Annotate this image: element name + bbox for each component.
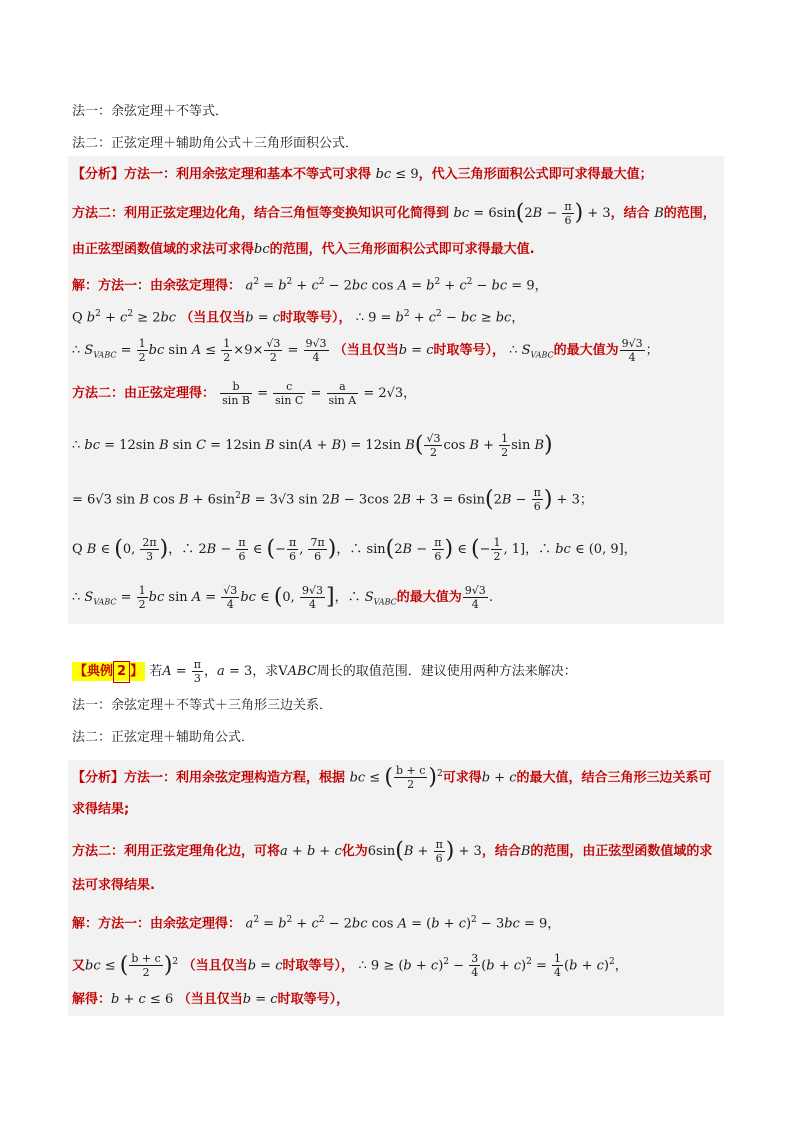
solution-2-line-1: 解：方法一：由余弦定理得： $a^2 = b^2 + c^2 - 2bc$ $\cos A = (b + c)^2 - 3bc = 9$，: [72, 915, 561, 932]
analysis-2-line-1: 【分析】方法一：利用余弦定理构造方程，根据 bc ≤ ( $\frac{b + c}{2}$ )$^2$可求得b + c的最大值，结合三角形三边关系可: [72, 764, 712, 792]
analysis-2-line-4: 法可求得结果.: [72, 878, 155, 893]
example-tag: 【典例 2 】: [72, 662, 145, 681]
analysis-line-1: 【分析】方法一：利用余弦定理和基本不等式可求得 bc ≤ 9，代入三角形面积公式即可求得最大值；: [72, 167, 653, 182]
analysis-line-3: 由正弦型函数值域的求法可求得bc的范围，代入三角形面积公式即可求得最大值.: [72, 242, 535, 257]
analysis-line-2: 方法二：利用正弦定理边化角，结合三角恒等变换知识可化简得到 bc = 6sin(2B − $\frac{\pi}{6}$ ) + 3，结合 B的范围，: [72, 200, 716, 227]
solution-1-line-4: 方法二：由正弦定理得： $\frac{b}{\text{sin B}}$ = $\frac{c}{\text{sin C}}$ = $\frac{a}{\text{sin A}}$ = 2√3，: [72, 380, 417, 407]
analysis-2-line-3: 方法二：利用正弦定理角化边，可将a + b + c化为6sin(B + $\frac{\pi}{6}$ ) + 3，结合B的范围，由正弦型函数值域的求: [72, 838, 713, 865]
example-2-method-2: 法二：正弦定理＋辅助角公式．: [72, 730, 255, 745]
solution-1-line-3: ∴ $S_{VABC}$ = $\frac{1}{2}$ bc sin A ≤ $\frac{1}{2}$ ×9× $\frac{√3}{2}$ = $\frac{9√3}{4}$ （当且仅当b = c时取等号）， ∴ $S_{VABC}$的最大值为 $\frac{9√3}{4}$ ；: [72, 337, 659, 364]
solution-1-line-8: ∴ $S_{VABC}$ = $\frac{1}{2}$ bc sin A = $\frac{√3}{4}$ bc ∈ (0, $\frac{9√3}{4}$ ]，∴ $S_{VABC}$的最大值为 $\frac{9√3}{4}$ .: [72, 584, 493, 611]
solution-1-line-2: Q $b^2 + c^2 \ge 2bc$ （当且仅当b = c时取等号）， ∴ $9 = b^2 + c^2$ − bc ≥ bc，: [72, 309, 525, 326]
method-1: 法一：余弦定理＋不等式．: [72, 104, 229, 119]
solution-2-line-2: 又bc ≤ ( $\frac{b + c}{2}$ )$^2$ （当且仅当b = c时取等号）， ∴ $9 \ge (b + c)^2$ − $\frac{3}{4}$ $(b + c)^2$ = $\frac{1}{4}$ $(b + c)^2$，: [72, 952, 628, 980]
solution-2-line-3: 解得：b + c ≤ 6 （当且仅当b = c时取等号），: [72, 992, 350, 1007]
example-2-title: 【典例 2 】 若A = $\frac{\pi}{3}$ ，a = 3，求VABC周长的取值范围．建议使用两种方法来解决：: [74, 658, 577, 685]
solution-1-line-7: Q B ∈ (0, $\frac{2\pi}{3}$ )，∴ 2B − $\frac{\pi}{6}$ ∈ (− $\frac{\pi}{6}$ , $\frac{7\pi}{6}$ )，∴ sin(2B − $\frac{\pi}{6}$ ) ∈ (− $\frac{1}{2}$ , 1]，∴ bc ∈ (0, 9]，: [72, 536, 637, 563]
analysis-2-line-2: 求得结果;: [72, 802, 130, 817]
solution-1-line-1: 解：方法一：由余弦定理得： $a^2 = b^2 + c^2 - 2bc$ $\cos A = b^2 + c^2$ − bc = 9，: [72, 277, 548, 294]
solution-1-line-6: = 6√3 sin B $\cos B + 6\sin^2B = 3√3$ sin 2B − 3cos 2B + 3 = 6sin(2B − $\frac{\pi}{6}$ ) + 3；: [72, 486, 593, 514]
solution-1-line-5: ∴ bc = 12sin B sin C = 12sin B sin(A + B) = 12sin B( $\frac{√3}{2}$ cos B + $\frac{1}{2}$ sin B): [72, 432, 553, 459]
method-2: 法二：正弦定理＋辅助角公式＋三角形面积公式．: [72, 136, 359, 151]
example-2-method-1: 法一：余弦定理＋不等式＋三角形三边关系．: [72, 698, 333, 713]
